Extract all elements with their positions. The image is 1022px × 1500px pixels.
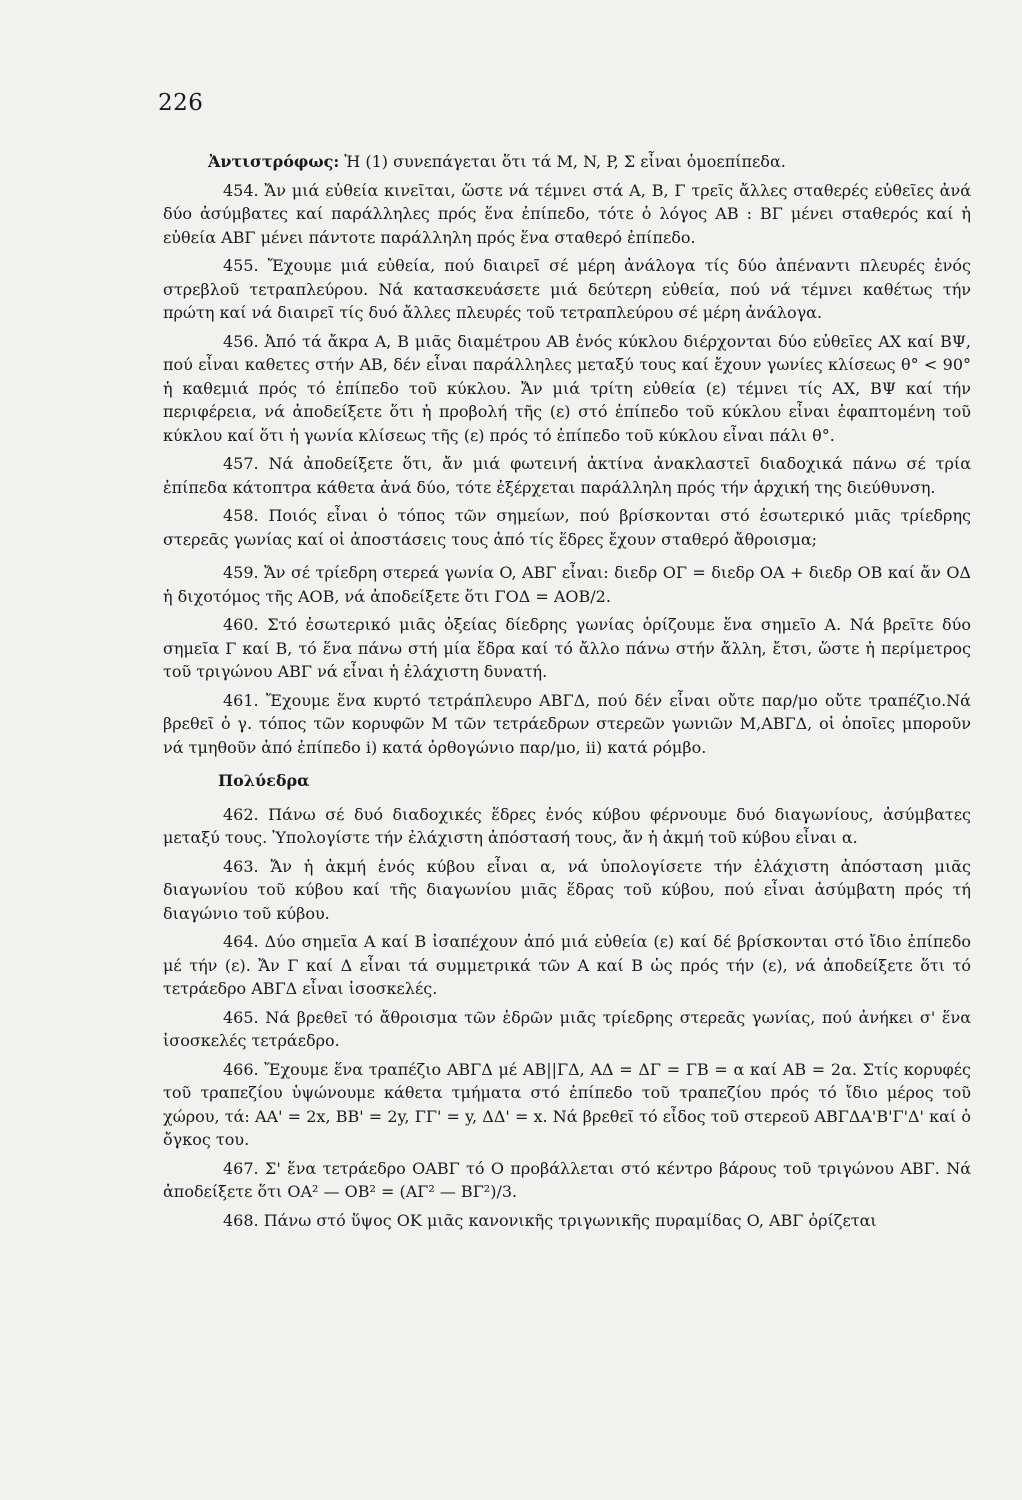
problem-number: 465. <box>223 1007 259 1027</box>
problem-468 <box>163 1209 971 1233</box>
problem-number: 464. <box>223 932 259 951</box>
problem-460 <box>163 613 971 684</box>
problem-text: Νά ἀποδείξετε ὅτι, ἄν μιά φωτεινή ἀκτίνα ἀνακλαστεῖ διαδοχικά πάνω σέ τρία ἐπίπεδα κάτοπτρα κάθετα ἀνά δύο, τότε ἐξέρχεται παράλληλη πρός τήν ἀρχική της διεύθυνση. <box>163 454 971 497</box>
problem-text: Ἔχουμε ἕνα τραπέζιο ABΓΔ μέ AB||ΓΔ, AΔ = ΔΓ = ΓB = α καί AB = 2α. Στίς κορυφές τοῦ τραπεζίου ὑψώνουμε κάθετα τμήματα στό ἐπίπεδο τοῦ τραπεζίου πρός τό ἴδιο μέρος τοῦ χώρου, τά: AA' = 2x, BB' = 2y, ΓΓ' = y, ΔΔ' = x. Νά βρεθεῖ τό εἶδος τοῦ στερεοῦ ABΓΔA'B'Γ'Δ' καί ὁ ὄγκος του. <box>163 1059 971 1149</box>
problem-number: 461. <box>223 690 259 710</box>
problem-text: Ἔχουμε μιά εὐθεία, πού διαιρεῖ σέ μέρη ἀνάλογα τίς δύο ἀπέναντι πλευρές ἑνός στρεβλοῦ τετραπλεύρου. Νά κατασκευάσετε μιά δεύτερη εὐθεία, πού νά τέμνει καθέτως τήν πρώτη καί νά διαιρεῖ τίς δυό ἄλλες πλευρές τοῦ τετραπλεύρου σέ μέρη ἀνάλογα. <box>163 256 972 322</box>
problem-457 <box>163 452 971 499</box>
problem-text: Ἀπό τά ἄκρα A, B μιᾶς διαμέτρου AB ἑνός κύκλου διέρχονται δύο εὐθεῖες AX καί BΨ, πού εἶναι καθετες στήν AB, δέν εἶναι παράλληλες μεταξύ τους καί ἔχουν γωνίες κλίσεως θ° < 90° ἡ καθεμιά πρός τό ἐπίπεδο τοῦ κύκλου. Ἄν μιά τρίτη εὐθεία (ε) τέμνει τίς AX, BΨ καί τήν περιφέρεια, νά ἀποδείξετε ὅτι ἡ προβολή τῆς (ε) στό ἐπίπεδο τοῦ κύκλου εἶναι ἐφαπτομένη τοῦ κύκλου καί ὅτι ἡ γωνία κλίσεως τῆς (ε) πρός τό ἐπίπεδο τοῦ κύκλου εἶναι πάλι θ°. <box>163 331 971 445</box>
problem-text: Ἄν ἡ ἀκμή ἑνός κύβου εἶναι α, νά ὑπολογίσετε τήν ἐλάχιστη ἀπόσταση μιᾶς διαγωνίου τοῦ κύβου καί τῆς διαγωνίου μιᾶς ἕδρας τοῦ κύβου, πού εἶναι ἀσύμβατη πρός τή διαγώνιο τοῦ κύβου. <box>163 856 971 923</box>
problem-number: 466. <box>223 1059 259 1079</box>
problem-text: Ποιός εἶναι ὁ τόπος τῶν σημείων, πού βρίσκονται στό ἐσωτερικό μιᾶς τρίεδρης στερεᾶς γωνίας καί οἱ ἀποστάσεις τους ἀπό τίς ἕδρες ἔχουν σταθερό ἄθροισμα; <box>163 506 971 549</box>
problem-text: Ἄν σέ τρίεδρη στερεά γωνία O, ABΓ εἶναι: διεδρ ΟΓ = διεδρ ΟΑ + διεδρ ΟΒ καί ἄν ΟΔ ἡ διχοτόμος τῆς ΑΟΒ, νά ἀποδείξετε ὅτι ΓΟΔ = ΑΟΒ/2. <box>163 563 971 606</box>
intro-paragraph <box>163 150 971 174</box>
problem-463 <box>163 855 971 926</box>
problem-458 <box>163 504 971 551</box>
problem-text: Δύο σημεῖα A καί B ἰσαπέχουν ἀπό μιά εὐθεία (ε) καί δέ βρίσκονται στό ἴδιο ἐπίπεδο μέ τήν (ε). Ἄν Γ καί Δ εἶναι τά συμμετρικά τῶν A καί B ὡς πρός τήν (ε), νά ἀποδείξετε ὅτι τό τετράεδρο ABΓΔ εἶναι ἰσοσκελές. <box>163 932 971 998</box>
problem-459 <box>163 561 971 608</box>
problem-number: 462. <box>223 804 259 824</box>
page-number: 226 <box>158 90 204 116</box>
problem-number: 454. <box>223 180 259 200</box>
problem-number: 460. <box>223 615 259 634</box>
problem-462 <box>163 803 971 850</box>
antistrofos-label: Ἀντιστρόφως: <box>208 152 340 171</box>
problem-number: 456. <box>223 331 259 351</box>
section-title: Πολύεδρα <box>218 771 310 790</box>
problem-text: Στό ἐσωτερικό μιᾶς ὀξείας δίεδρης γωνίας ὁρίζουμε ἕνα σημεῖο A. Νά βρεῖτε δύο σημεῖα Γ καί B, τό ἕνα πάνω στή μία ἕδρα καί τό ἄλλο πάνω στήν ἄλλη, ἔτσι, ὥστε ἡ περίμετρος τοῦ τριγώνου ABΓ νά εἶναι ἡ ἐλάχιστη δυνατή. <box>163 615 972 681</box>
problem-number: 468. <box>223 1210 259 1230</box>
problem-465 <box>163 1006 971 1053</box>
problem-text: Ἄν μιά εὐθεία κινεῖται, ὥστε νά τέμνει στά A, B, Γ τρεῖς ἄλλες σταθερές εὐθεῖες ἀνά δύο ἀσύμβατες καί παράλληλες πρός ἕνα ἐπίπεδο, τότε ὁ λόγος AB : BΓ μένει σταθερός καί ἡ εὐθεία ABΓ μένει πάντοτε παράλληλη πρός ἕνα σταθερό ἐπίπεδο. <box>163 180 971 247</box>
problem-number: 463. <box>223 856 259 876</box>
problem-text: Ἔχουμε ἕνα κυρτό τετράπλευρο ABΓΔ, πού δέν εἶναι οὔτε παρ/μο οὔτε τραπέζιο.Νά βρεθεῖ ὁ γ. τόπος τῶν κορυφῶν M τῶν τετράεδρων στερεῶν γωνιῶν M,ABΓΔ, οἱ ὁποῖες μποροῦν νά τμηθοῦν ἀπό ἐπίπεδο i) κατά ὀρθογώνιο παρ/μο, ii) κατά ρόμβο. <box>163 690 971 757</box>
problem-number: 467. <box>223 1158 259 1178</box>
problem-467 <box>163 1157 971 1204</box>
problem-number: 457. <box>223 454 259 473</box>
problem-text: Νά βρεθεῖ τό ἄθροισμα τῶν ἑδρῶν μιᾶς τρίεδρης στερεᾶς γωνίας, πού ἀνήκει σ' ἕνα ἰσοσκελές τετράεδρο. <box>163 1007 972 1050</box>
problem-number: 459. <box>223 563 259 582</box>
problem-466 <box>163 1058 971 1152</box>
problem-464 <box>163 930 971 1001</box>
intro-text: Ἡ (1) συνεπάγεται ὅτι τά M, N, P, Σ εἶναι ὁμοεπίπεδα. <box>344 152 786 171</box>
problem-text: Πάνω σέ δυό διαδοχικές ἕδρες ἑνός κύβου φέρνουμε δυό διαγωνίους, ἀσύμβατες μεταξύ τους. Ὑπολογίστε τήν ἐλάχιστη ἀπόστασή τους, ἄν ἡ ἀκμή τοῦ κύβου εἶναι α. <box>163 804 971 847</box>
page-body <box>163 150 971 1237</box>
problem-461 <box>163 689 971 760</box>
problem-number: 458. <box>223 506 259 525</box>
problem-455 <box>163 254 971 325</box>
problem-456 <box>163 330 971 448</box>
problem-454 <box>163 179 971 250</box>
problem-text: Σ' ἕνα τετράεδρο OABΓ τό O προβάλλεται στό κέντρο βάρους τοῦ τριγώνου ABΓ. Νά ἀποδείξετε ὅτι OA² — OB² = (AΓ² — BΓ²)/3. <box>163 1158 972 1201</box>
problem-number: 455. <box>223 256 259 275</box>
problem-text: Πάνω στό ὕψος OK μιᾶς κανονικῆς τριγωνικῆς πυραμίδας O, ABΓ ὁρίζεται <box>263 1210 877 1230</box>
